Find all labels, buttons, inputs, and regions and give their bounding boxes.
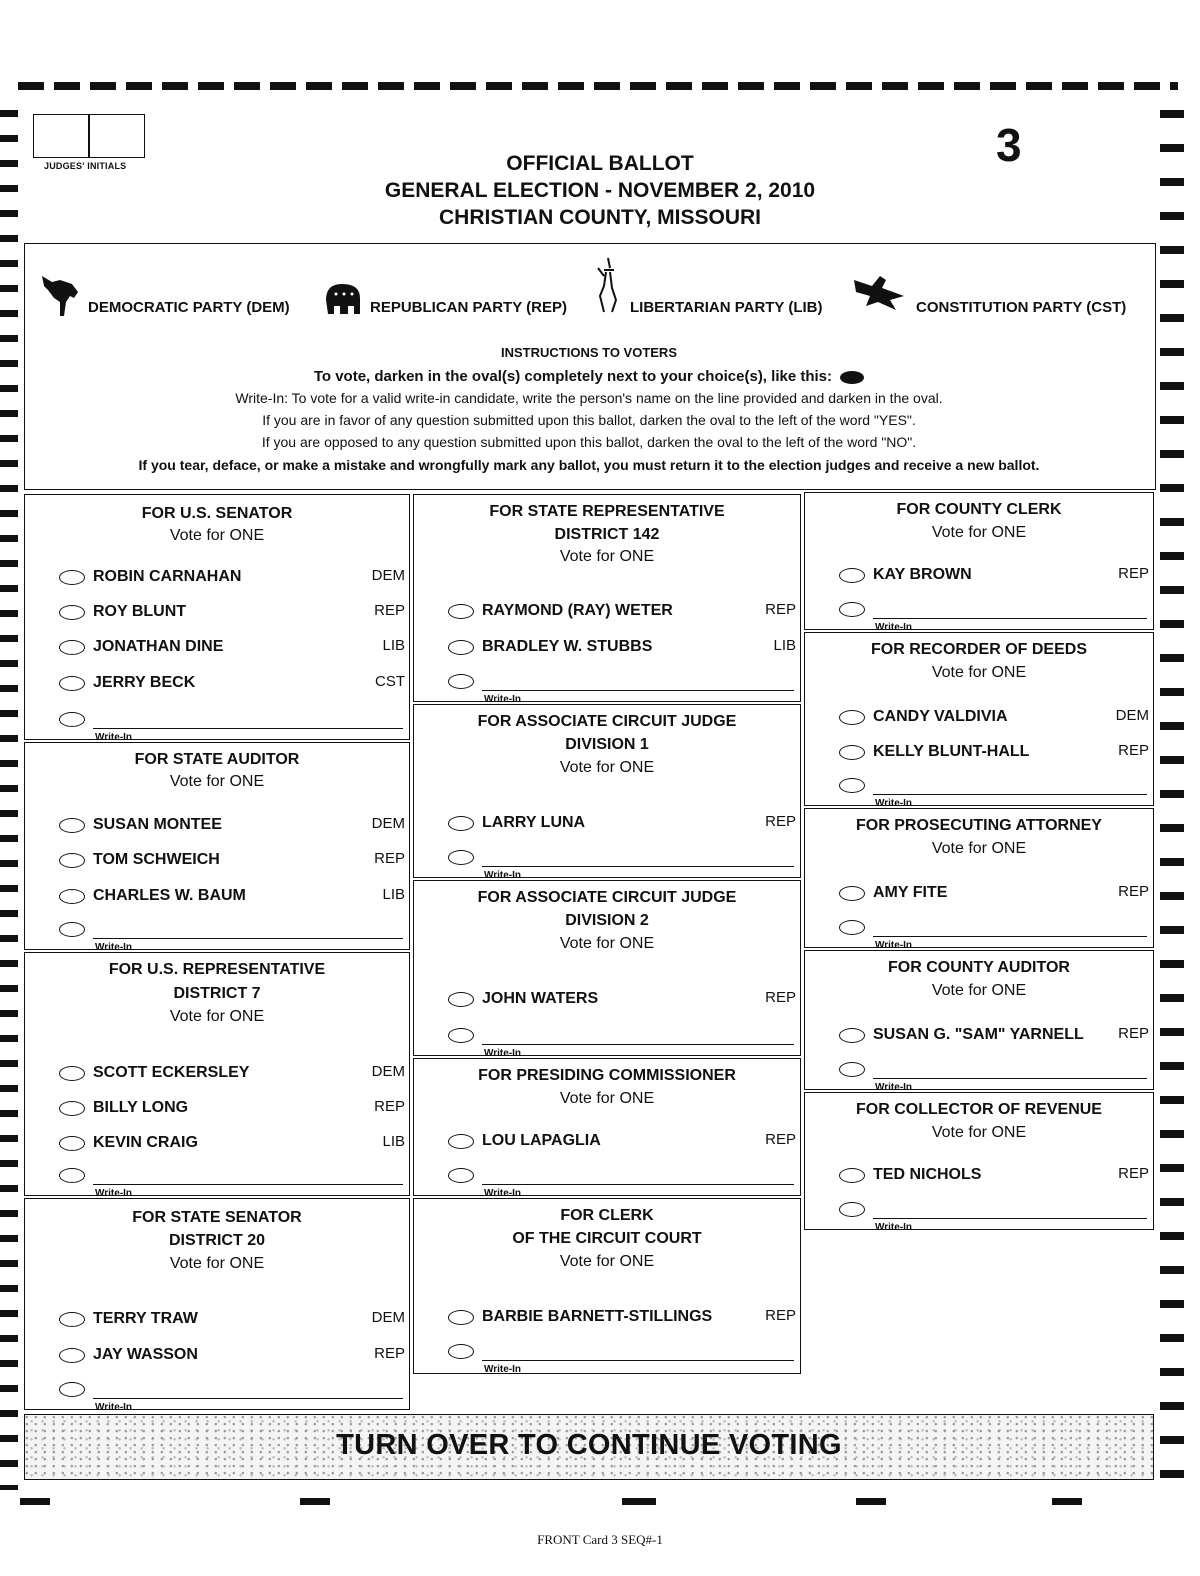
judges-initials-label: JUDGES' INITIALS bbox=[44, 161, 127, 171]
contest-subtitle: OF THE CIRCUIT COURT bbox=[512, 1230, 702, 1247]
contest-title: FOR CLERK bbox=[560, 1207, 654, 1224]
vote-oval[interactable] bbox=[59, 640, 85, 655]
vote-oval[interactable] bbox=[59, 1382, 85, 1397]
vote-oval[interactable] bbox=[839, 1202, 865, 1217]
bottom-timing-mark bbox=[856, 1498, 886, 1505]
instructions-line: To vote, darken in the oval(s) completely next to your choice(s), like this: bbox=[30, 368, 1148, 385]
write-in-row[interactable] bbox=[839, 775, 1149, 809]
party-lib-label: LIBERTARIAN PARTY (LIB) bbox=[630, 299, 823, 316]
candidate-name: JOHN WATERS bbox=[482, 990, 599, 1007]
write-in-row[interactable] bbox=[839, 917, 1149, 951]
write-in-label: Write-In bbox=[95, 942, 133, 953]
vote-for-one: Vote for ONE bbox=[931, 840, 1027, 857]
vote-oval[interactable] bbox=[59, 605, 85, 620]
contest-title: FOR PRESIDING COMMISSIONER bbox=[478, 1067, 736, 1084]
write-in-row[interactable] bbox=[448, 847, 796, 881]
candidate-party: REP bbox=[765, 1307, 796, 1324]
vote-for-one: Vote for ONE bbox=[169, 527, 265, 544]
candidate-party: REP bbox=[765, 989, 796, 1006]
candidate-row[interactable] bbox=[59, 1133, 405, 1155]
candidate-row[interactable] bbox=[448, 1131, 796, 1153]
candidate-name: LARRY LUNA bbox=[482, 814, 586, 831]
vote-oval[interactable] bbox=[839, 745, 865, 760]
write-in-line[interactable] bbox=[873, 1078, 1147, 1080]
write-in-row[interactable] bbox=[59, 709, 405, 743]
vote-oval[interactable] bbox=[839, 886, 865, 901]
instructions-heading: INSTRUCTIONS TO VOTERS bbox=[501, 345, 677, 360]
vote-oval[interactable] bbox=[448, 674, 474, 689]
candidate-name: TOM SCHWEICH bbox=[93, 851, 220, 868]
bottom-timing-mark bbox=[1052, 1498, 1082, 1505]
candidate-party: REP bbox=[765, 601, 796, 618]
write-in-label: Write-In bbox=[875, 1222, 913, 1233]
contest-clerk-circuit-court bbox=[413, 1198, 801, 1374]
candidate-row[interactable] bbox=[839, 883, 1149, 905]
vote-for-one: Vote for ONE bbox=[559, 759, 655, 776]
vote-oval[interactable] bbox=[59, 818, 85, 833]
contest-presiding-commissioner bbox=[413, 1058, 801, 1199]
donkey-icon bbox=[38, 268, 84, 320]
candidate-row[interactable] bbox=[448, 989, 796, 1011]
write-in-label: Write-In bbox=[484, 1048, 522, 1059]
candidate-row[interactable] bbox=[59, 886, 405, 908]
election-title: GENERAL ELECTION - NOVEMBER 2, 2010 bbox=[384, 179, 816, 202]
contest-recorder-of-deeds bbox=[804, 632, 1154, 809]
write-in-row[interactable] bbox=[448, 1341, 796, 1375]
candidate-name: AMY FITE bbox=[873, 884, 948, 901]
party-dem-label: DEMOCRATIC PARTY (DEM) bbox=[88, 299, 290, 316]
contest-division: DIVISION 2 bbox=[565, 912, 649, 929]
candidate-party: DEM bbox=[371, 567, 405, 584]
write-in-line[interactable] bbox=[482, 1044, 794, 1046]
vote-oval[interactable] bbox=[839, 1168, 865, 1183]
vote-oval[interactable] bbox=[448, 1134, 474, 1149]
contest-prosecuting-attorney bbox=[804, 808, 1154, 951]
candidate-name: JAY WASSON bbox=[93, 1346, 198, 1363]
candidate-row[interactable] bbox=[59, 1063, 405, 1085]
bottom-timing-mark bbox=[300, 1498, 330, 1505]
write-in-label: Write-In bbox=[875, 940, 913, 951]
write-in-line[interactable] bbox=[93, 938, 403, 940]
candidate-party: REP bbox=[1118, 1025, 1149, 1042]
candidate-row[interactable] bbox=[839, 742, 1149, 764]
card-footer: FRONT Card 3 SEQ#-1 bbox=[537, 1532, 663, 1547]
contest-title: FOR STATE SENATOR bbox=[132, 1209, 302, 1226]
write-in-label: Write-In bbox=[484, 870, 522, 881]
instructions-line: Write-In: To vote for a valid write-in candidate, write the person's name on the line provided and darken in the oval. bbox=[235, 390, 943, 406]
vote-oval[interactable] bbox=[59, 676, 85, 691]
left-timing-marks bbox=[0, 110, 18, 1490]
vote-oval[interactable] bbox=[59, 1168, 85, 1183]
candidate-name: JONATHAN DINE bbox=[93, 638, 224, 655]
write-in-label: Write-In bbox=[95, 1402, 133, 1413]
write-in-row[interactable] bbox=[59, 1165, 405, 1199]
candidate-row[interactable] bbox=[59, 602, 405, 624]
contest-division: DIVISION 1 bbox=[565, 736, 649, 753]
candidate-name: RAYMOND (RAY) WETER bbox=[482, 602, 673, 619]
candidate-row[interactable] bbox=[839, 707, 1149, 729]
vote-oval[interactable] bbox=[448, 604, 474, 619]
candidate-party: DEM bbox=[371, 1309, 405, 1326]
vote-oval[interactable] bbox=[59, 1348, 85, 1363]
bottom-timing-mark bbox=[622, 1498, 656, 1505]
vote-oval[interactable] bbox=[59, 570, 85, 585]
vote-oval[interactable] bbox=[839, 1028, 865, 1043]
contest-us-representative bbox=[24, 952, 410, 1199]
candidate-party: REP bbox=[765, 813, 796, 830]
candidate-name: SUSAN MONTEE bbox=[93, 816, 222, 833]
vote-for-one: Vote for ONE bbox=[169, 773, 265, 790]
candidate-party: REP bbox=[374, 1345, 405, 1362]
vote-for-one: Vote for ONE bbox=[931, 664, 1027, 681]
contest-title: FOR U.S. REPRESENTATIVE bbox=[108, 961, 326, 978]
contest-title: FOR ASSOCIATE CIRCUIT JUDGE bbox=[477, 713, 737, 730]
candidate-name: LOU LAPAGLIA bbox=[482, 1132, 601, 1149]
eagle-icon bbox=[852, 270, 908, 314]
write-in-line[interactable] bbox=[873, 936, 1147, 938]
candidate-name: SUSAN G. "SAM" YARNELL bbox=[873, 1026, 1084, 1043]
vote-for-one: Vote for ONE bbox=[931, 982, 1027, 999]
write-in-row[interactable] bbox=[839, 1199, 1149, 1233]
vote-oval[interactable] bbox=[839, 778, 865, 793]
candidate-row[interactable] bbox=[59, 637, 405, 659]
vote-for-one: Vote for ONE bbox=[559, 548, 655, 565]
candidate-name: ROBIN CARNAHAN bbox=[93, 568, 242, 585]
write-in-row[interactable] bbox=[448, 1025, 796, 1059]
vote-oval[interactable] bbox=[59, 922, 85, 937]
vote-oval[interactable] bbox=[59, 1101, 85, 1116]
candidate-party: LIB bbox=[773, 637, 796, 654]
write-in-label: Write-In bbox=[95, 1188, 133, 1199]
candidate-name: KAY BROWN bbox=[873, 566, 972, 583]
write-in-line[interactable] bbox=[93, 728, 403, 730]
candidate-row[interactable] bbox=[839, 565, 1149, 587]
vote-for-one: Vote for ONE bbox=[559, 935, 655, 952]
candidate-row[interactable] bbox=[59, 850, 405, 872]
vote-oval[interactable] bbox=[59, 889, 85, 904]
contest-district: DISTRICT 20 bbox=[168, 1232, 265, 1249]
turn-over-banner bbox=[24, 1414, 1154, 1480]
vote-oval[interactable] bbox=[59, 1066, 85, 1081]
statue-of-liberty-icon bbox=[592, 256, 622, 314]
write-in-row[interactable] bbox=[59, 919, 405, 953]
write-in-label: Write-In bbox=[875, 798, 913, 809]
ballot-title: OFFICIAL BALLOT bbox=[506, 152, 694, 175]
vote-for-one: Vote for ONE bbox=[559, 1090, 655, 1107]
contest-district: DISTRICT 142 bbox=[554, 526, 660, 543]
candidate-name: KELLY BLUNT-HALL bbox=[873, 743, 1030, 760]
candidate-name: ROY BLUNT bbox=[93, 603, 187, 620]
parties-instructions-box bbox=[24, 243, 1156, 490]
candidate-name: TERRY TRAW bbox=[93, 1310, 198, 1327]
candidate-name: BARBIE BARNETT-STILLINGS bbox=[482, 1308, 713, 1325]
contest-county-clerk bbox=[804, 492, 1154, 633]
contest-state-auditor bbox=[24, 742, 410, 953]
write-in-label: Write-In bbox=[95, 732, 133, 743]
candidate-name: CHARLES W. BAUM bbox=[93, 887, 246, 904]
vote-oval[interactable] bbox=[839, 710, 865, 725]
candidate-party: REP bbox=[1118, 565, 1149, 582]
contest-state-representative bbox=[413, 494, 801, 705]
vote-for-one: Vote for ONE bbox=[931, 1124, 1027, 1141]
contest-collector-of-revenue bbox=[804, 1092, 1154, 1233]
write-in-row[interactable] bbox=[839, 1059, 1149, 1093]
candidate-row[interactable] bbox=[59, 1345, 405, 1367]
instructions-line: If you are in favor of any question submitted upon this ballot, darken the oval to the left of the word "YES". bbox=[262, 412, 916, 428]
candidate-row[interactable] bbox=[59, 1309, 405, 1331]
vote-oval[interactable] bbox=[448, 1028, 474, 1043]
candidate-row[interactable] bbox=[839, 1165, 1149, 1187]
candidate-party: REP bbox=[1118, 742, 1149, 759]
write-in-line[interactable] bbox=[482, 1360, 794, 1362]
write-in-label: Write-In bbox=[484, 1364, 522, 1375]
bottom-timing-mark bbox=[20, 1498, 50, 1505]
candidate-party: CST bbox=[375, 673, 405, 690]
contest-title: FOR STATE REPRESENTATIVE bbox=[489, 503, 725, 520]
write-in-label: Write-In bbox=[875, 622, 913, 633]
candidate-row[interactable] bbox=[448, 637, 796, 659]
contest-title: FOR U.S. SENATOR bbox=[141, 505, 293, 522]
contest-county-auditor bbox=[804, 950, 1154, 1093]
write-in-row[interactable] bbox=[448, 1165, 796, 1199]
write-in-label: Write-In bbox=[875, 1082, 913, 1093]
write-in-line[interactable] bbox=[482, 1184, 794, 1186]
candidate-party: DEM bbox=[371, 1063, 405, 1080]
filled-oval-example bbox=[840, 371, 864, 384]
contest-title: FOR COLLECTOR OF REVENUE bbox=[856, 1101, 1102, 1118]
vote-for-one: Vote for ONE bbox=[559, 1253, 655, 1270]
write-in-label: Write-In bbox=[484, 1188, 522, 1199]
contest-title: FOR COUNTY CLERK bbox=[896, 501, 1062, 518]
contest-associate-circuit-judge-div1 bbox=[413, 704, 801, 881]
vote-for-one: Vote for ONE bbox=[931, 524, 1027, 541]
candidate-party: LIB bbox=[382, 1133, 405, 1150]
write-in-row[interactable] bbox=[448, 671, 796, 705]
vote-oval[interactable] bbox=[59, 1136, 85, 1151]
instructions-line: If you tear, deface, or make a mistake and wrongfully mark any ballot, you must return it to the election judges and receive a new ballot. bbox=[138, 457, 1040, 473]
candidate-party: REP bbox=[765, 1131, 796, 1148]
county-title: CHRISTIAN COUNTY, MISSOURI bbox=[438, 206, 761, 229]
candidate-party: REP bbox=[374, 1098, 405, 1115]
write-in-row[interactable] bbox=[839, 599, 1149, 633]
candidate-row[interactable] bbox=[448, 601, 796, 623]
write-in-line[interactable] bbox=[873, 618, 1147, 620]
party-rep-label: REPUBLICAN PARTY (REP) bbox=[370, 299, 567, 316]
turn-over-text: TURN OVER TO CONTINUE VOTING bbox=[336, 1429, 842, 1461]
vote-oval[interactable] bbox=[448, 1310, 474, 1325]
vote-oval[interactable] bbox=[448, 640, 474, 655]
candidate-party: REP bbox=[1118, 883, 1149, 900]
candidate-name: JERRY BECK bbox=[93, 674, 196, 691]
top-timing-marks bbox=[18, 82, 1178, 90]
vote-oval[interactable] bbox=[839, 1062, 865, 1077]
elephant-icon bbox=[322, 280, 364, 316]
contest-title: FOR COUNTY AUDITOR bbox=[888, 959, 1070, 976]
vote-oval[interactable] bbox=[448, 1168, 474, 1183]
write-in-label: Write-In bbox=[484, 694, 522, 705]
write-in-line[interactable] bbox=[93, 1398, 403, 1400]
contest-title: FOR ASSOCIATE CIRCUIT JUDGE bbox=[477, 889, 737, 906]
candidate-row[interactable] bbox=[59, 673, 405, 695]
contest-us-senator bbox=[24, 494, 410, 743]
write-in-line[interactable] bbox=[93, 1184, 403, 1186]
candidate-name: TED NICHOLS bbox=[873, 1166, 982, 1183]
vote-oval[interactable] bbox=[448, 992, 474, 1007]
candidate-party: REP bbox=[374, 850, 405, 867]
candidate-name: CANDY VALDIVIA bbox=[873, 708, 1008, 725]
candidate-party: DEM bbox=[371, 815, 405, 832]
judges-initials-box[interactable] bbox=[33, 114, 145, 158]
card-number: 3 bbox=[996, 119, 1022, 171]
vote-oval[interactable] bbox=[839, 602, 865, 617]
candidate-row[interactable] bbox=[59, 815, 405, 837]
write-in-row[interactable] bbox=[59, 1379, 405, 1413]
instructions-line: If you are opposed to any question submitted upon this ballot, darken the oval to the left of the word "NO". bbox=[261, 434, 917, 450]
candidate-row[interactable] bbox=[59, 567, 405, 589]
vote-oval[interactable] bbox=[839, 568, 865, 583]
vote-oval[interactable] bbox=[448, 850, 474, 865]
vote-oval[interactable] bbox=[59, 853, 85, 868]
write-in-line[interactable] bbox=[482, 866, 794, 868]
party-cst-label: CONSTITUTION PARTY (CST) bbox=[916, 299, 1127, 316]
vote-for-one: Vote for ONE bbox=[169, 1255, 265, 1272]
candidate-row[interactable] bbox=[448, 1307, 796, 1329]
candidate-row[interactable] bbox=[59, 1098, 405, 1120]
contest-associate-circuit-judge-div2 bbox=[413, 880, 801, 1059]
vote-oval[interactable] bbox=[448, 816, 474, 831]
candidate-party: REP bbox=[374, 602, 405, 619]
right-timing-marks bbox=[1160, 110, 1184, 1500]
candidate-row[interactable] bbox=[839, 1025, 1149, 1047]
candidate-party: LIB bbox=[382, 886, 405, 903]
vote-oval[interactable] bbox=[448, 1344, 474, 1359]
write-in-line[interactable] bbox=[873, 794, 1147, 796]
contest-title: FOR RECORDER OF DEEDS bbox=[870, 641, 1087, 658]
vote-oval[interactable] bbox=[59, 712, 85, 727]
write-in-line[interactable] bbox=[873, 1218, 1147, 1220]
candidate-row[interactable] bbox=[448, 813, 796, 835]
candidate-name: SCOTT ECKERSLEY bbox=[93, 1064, 250, 1081]
candidate-party: DEM bbox=[1115, 707, 1149, 724]
vote-oval[interactable] bbox=[839, 920, 865, 935]
candidate-party: REP bbox=[1118, 1165, 1149, 1182]
contest-title: FOR STATE AUDITOR bbox=[134, 751, 300, 768]
contest-district: DISTRICT 7 bbox=[173, 985, 261, 1002]
candidate-party: LIB bbox=[382, 637, 405, 654]
vote-oval[interactable] bbox=[59, 1312, 85, 1327]
candidate-name: KEVIN CRAIG bbox=[93, 1134, 198, 1151]
contest-state-senator bbox=[24, 1198, 410, 1413]
write-in-line[interactable] bbox=[482, 690, 794, 692]
contest-title: FOR PROSECUTING ATTORNEY bbox=[856, 817, 1102, 834]
candidate-name: BRADLEY W. STUBBS bbox=[482, 638, 653, 655]
vote-for-one: Vote for ONE bbox=[169, 1008, 265, 1025]
candidate-name: BILLY LONG bbox=[93, 1099, 189, 1116]
